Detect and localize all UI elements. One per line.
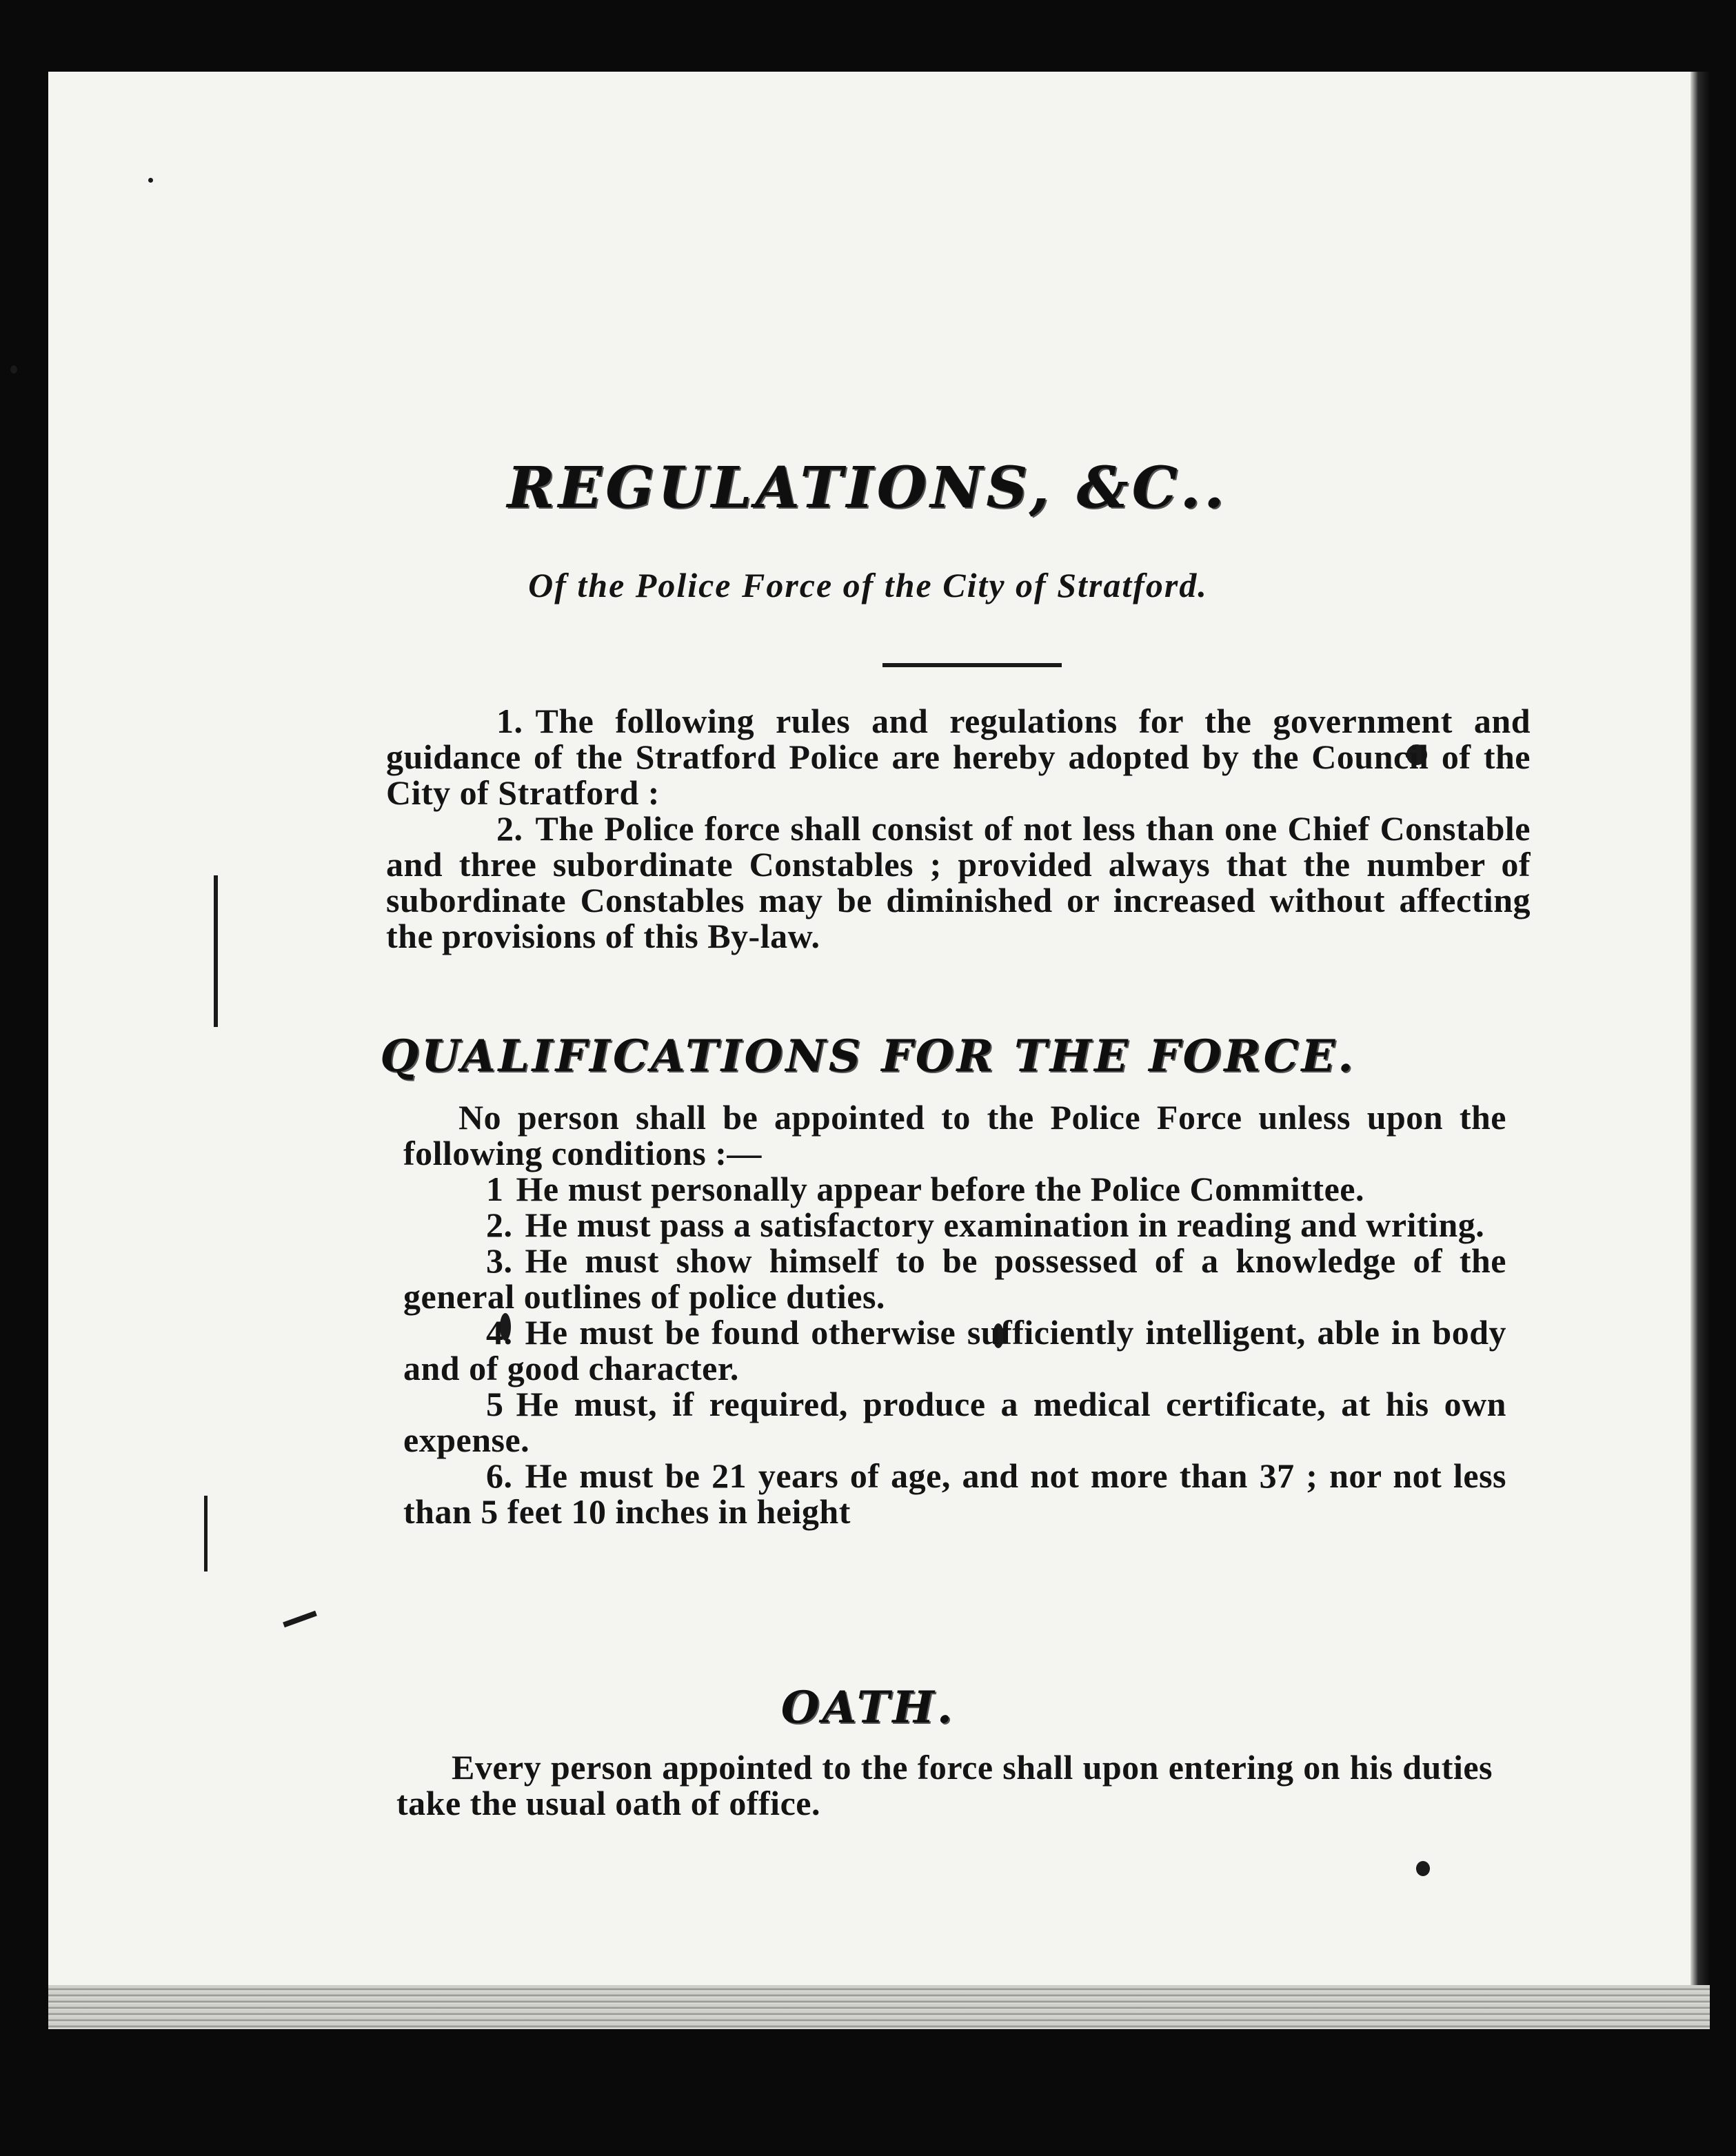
- oath-text: Every person appointed to the force shall upon entering on his duties take the usual oath of office.: [396, 1748, 1493, 1822]
- qualification-text: He must, if required, produce a medical certificate, at his own expense.: [403, 1385, 1506, 1459]
- clause-1: [386, 703, 1531, 811]
- oath-heading: OATH.: [780, 1682, 956, 1733]
- intro-clauses: [386, 703, 1531, 954]
- scan-speck: [10, 365, 17, 374]
- scan-mark: [214, 875, 218, 1027]
- scan-mark: [204, 1496, 208, 1572]
- qualification-number: 5: [486, 1385, 504, 1423]
- qualification-number: 2.: [486, 1206, 513, 1244]
- qualification-text: He must show himself to be possessed of a knowledge of the general outlines of police duties.: [403, 1241, 1506, 1316]
- qualification-item: [403, 1386, 1506, 1458]
- qualification-item: [403, 1207, 1506, 1243]
- qualification-text: He must be 21 years of age, and not more than 37 ; nor not less than 5 feet 10 inches in height: [403, 1456, 1506, 1531]
- clause-number: 2.: [496, 809, 523, 848]
- scan-speck: [148, 178, 153, 183]
- clause-2: [386, 811, 1531, 954]
- scan-speck: [1416, 1861, 1430, 1876]
- qualification-text: He must pass a satisfactory examination in reading and writing.: [525, 1206, 1485, 1244]
- qualification-item: [403, 1458, 1506, 1529]
- clause-text: The following rules and regulations for the government and guidance of the Stratford Police are hereby adopted by the Council of the City of Stratford :: [386, 702, 1531, 812]
- oath-section: [396, 1749, 1493, 1821]
- qualification-item: [403, 1314, 1506, 1386]
- page-bottom-edge: [48, 1985, 1710, 2029]
- title-rule: [882, 663, 1062, 667]
- clause-text: The Police force shall consist of not less than one Chief Constable and three subordinate Constables ; provided always that the number of subordinate Constables may be diminished or increased without affecting the provisions of this By-law.: [386, 809, 1531, 955]
- document-title: REGULATIONS, &C..: [507, 455, 1229, 521]
- qualifications-heading: QUALIFICATIONS FOR THE FORCE.: [380, 1030, 1356, 1082]
- qualification-number: 4.: [486, 1313, 513, 1352]
- qualification-number: 1: [486, 1170, 504, 1208]
- qualification-number: 3.: [486, 1241, 513, 1280]
- qualifications-lead: No person shall be appointed to the Police Force unless upon the following conditions :—: [403, 1098, 1506, 1172]
- document-subtitle: Of the Police Force of the City of Stratford.: [528, 566, 1208, 604]
- clause-number: 1.: [496, 702, 523, 740]
- qualification-item: [403, 1171, 1506, 1207]
- qualifications-section: [403, 1099, 1506, 1529]
- qualification-number: 6.: [486, 1456, 513, 1495]
- qualification-item: [403, 1243, 1506, 1314]
- qualification-text: He must personally appear before the Police Committee.: [516, 1170, 1364, 1208]
- qualification-text: He must be found otherwise sufficiently intelligent, able in body and of good character.: [403, 1313, 1506, 1387]
